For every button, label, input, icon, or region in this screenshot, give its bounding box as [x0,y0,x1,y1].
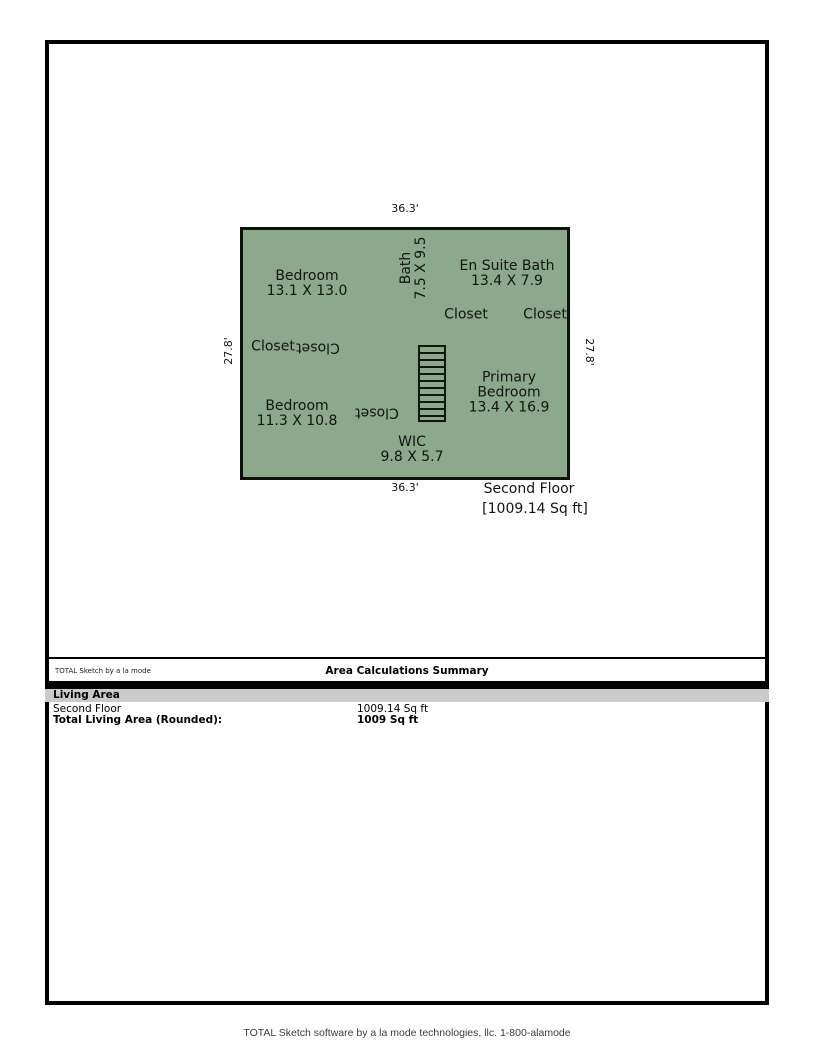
room-name: Primary [481,369,537,386]
room-label-bath [399,236,429,299]
room-name: WIC [398,434,426,450]
room-label-closet-stairs: Closet [355,404,399,421]
room-dims: 13.1 X 13.0 [266,283,348,299]
summary-total-value: 1009 Sq ft [357,714,419,726]
summary-row-value: 1009.14 Sq ft [357,703,429,715]
dimension-top: 36.3' [391,202,419,215]
dimension-left: 27.8' [222,337,235,365]
room-name: Bedroom [477,384,541,401]
summary-branding: TOTAL Sketch by a la mode [55,667,151,675]
room-dims: 7.5 X 9.5 [413,236,429,300]
staircase-icon [418,345,446,422]
room-name: Bedroom [265,398,329,414]
summary-total-label: Total Living Area (Rounded): [53,714,223,726]
room-dims: 9.8 X 5.7 [380,449,444,465]
room-label-closet-ensuite-left: Closet [444,306,488,323]
floor-caption-area: [1009.14 Sq ft] [482,501,588,517]
room-dims: 13.4 X 7.9 [471,273,543,289]
room-label-closet-ensuite-right: Closet [523,306,567,323]
room-label-ensuite-bath [460,259,555,289]
room-name: Bedroom [275,268,339,284]
summary-row-label: Second Floor [53,703,122,715]
room-name: Bath [398,251,414,285]
room-label-closet-mid-normal: Closet [251,338,295,355]
room-label-primary-bedroom [469,371,550,416]
dimension-right: 27.8' [583,338,596,366]
room-label-closet-mid-flipped: Closet [296,339,340,356]
room-dims: 13.4 X 16.9 [468,399,550,416]
dimension-bottom: 36.3' [391,481,419,494]
footer-text: TOTAL Sketch software by a la mode technologies, llc. 1-800-alamode [243,1027,571,1039]
room-name: En Suite Bath [459,258,555,274]
room-label-bedroom-lower [257,399,338,429]
room-label-bedroom-upper [267,269,348,299]
room-dims: 11.3 X 10.8 [256,413,338,429]
summary-section-header-bar [45,689,769,702]
summary-black-bar [45,681,769,689]
floor-caption-label: Second Floor [483,481,575,497]
summary-title: Area Calculations Summary [325,665,489,677]
summary-divider-line [45,657,769,659]
page-border-frame [45,40,769,1005]
room-label-wic [380,435,443,465]
summary-section-header: Living Area [53,689,120,701]
